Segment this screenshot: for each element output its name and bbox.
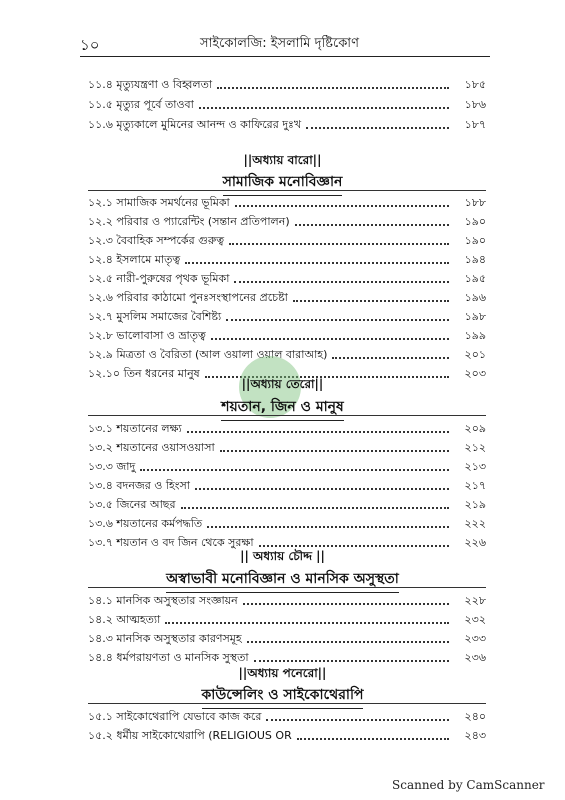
section-heading: শয়তান, জিন ও মানুষ <box>0 395 565 421</box>
toc-entry: ১১.৪ মৃত্যুযন্ত্রণা ও বিহ্বলতা ১৮৫ <box>88 78 486 91</box>
toc-entry: ১৪.১ মানসিক অসুস্থতার সংজ্ঞায়ন ২২৮ <box>88 594 486 607</box>
toc-entry: ১১.৬ মৃত্যুকালে মুমিনের আনন্দ ও কাফিরের দুঃখ ১৮৭ <box>88 118 486 131</box>
toc-entry: ১২.১ সামাজিক সমর্থনের ভূমিকা ১৮৮ <box>88 196 486 209</box>
toc-entry: ১২.২ পরিবার ও প্যারেন্টিং (সন্তান প্রতিপালন) ১৯০ <box>88 215 486 228</box>
toc-entry: ১৪.২ আত্মহত্যা ২৩২ <box>88 613 486 626</box>
toc-entry: ১২.৪ ইসলামে মাতৃত্ব ১৯৪ <box>88 253 486 266</box>
chapter-heading: || অধ্যায় চৌদ্দ || <box>240 549 325 563</box>
section-rule <box>88 190 486 191</box>
toc-entry: ১২.৭ মুসলিম সমাজের বৈশিষ্ট্য ১৯৮ <box>88 310 486 323</box>
toc-entry: ১৫.১ সাইকোথেরাপি যেভাবে কাজ করে ২৪০ <box>88 710 486 723</box>
toc-entry: ১২.৯ মিত্রতা ও বৈরিতা (আল ওয়ালা ওয়াল বারাআহ) ২০১ <box>88 348 486 361</box>
chapter-heading: ||অধ্যায় বারো|| <box>243 153 322 167</box>
section-heading: সামাজিক মনোবিজ্ঞান <box>0 170 565 196</box>
chapter-heading: ||অধ্যায় পনেরো|| <box>238 666 327 680</box>
toc-entry: ১৪.৩ মানসিক অসুস্থতার কারণসমূহ ২৩৩ <box>88 632 486 645</box>
toc-entry: ১৩.৫ জিনের আছর ২১৯ <box>88 498 486 511</box>
toc-entry: ১১.৫ মৃত্যুর পূর্বে তাওবা ১৮৬ <box>88 98 486 111</box>
toc-entry: ১৩.৩ জাদু ২১৩ <box>88 460 486 473</box>
toc-entry: ১২.১০ তিন ধরনের মানুষ ২০৩ <box>88 367 486 380</box>
section-heading: অস্বাভাবী মনোবিজ্ঞান ও মানসিক অসুস্থতা <box>0 567 565 593</box>
toc-entry: ১৩.৭ শয়তান ও বদ জিন থেকে সুরক্ষা ২২৬ <box>88 536 486 549</box>
section-rule <box>88 415 486 416</box>
toc-entry: ১৫.২ ধর্মীয় সাইকোথেরাপি (RELIGIOUS OR ২৪৩ <box>88 729 486 742</box>
page-header <box>0 34 565 54</box>
page-number: ১০ <box>80 36 100 54</box>
toc-entry: ১৩.৬ শয়তানের কর্মপদ্ধতি ২২২ <box>88 517 486 530</box>
chapter-heading: ||অধ্যায় তেরো|| <box>241 377 324 391</box>
section-rule <box>88 587 486 588</box>
toc-entry: ১৩.৪ বদনজর ও হিংসা ২১৭ <box>88 479 486 492</box>
toc-entry: ১২.৮ ভালোবাসা ও ভ্রাতৃত্ব ১৯৯ <box>88 329 486 342</box>
toc-entry: ১২.৫ নারী-পুরুষের পৃথক ভূমিকা ১৯৫ <box>88 272 486 285</box>
header-rule <box>80 56 490 57</box>
toc-entry: ১২.৩ বৈবাহিক সম্পর্কের গুরুত্ব ১৯০ <box>88 234 486 247</box>
section-rule <box>88 703 486 704</box>
running-title: সাইকোলজি: ইসলামি দৃষ্টিকোণ <box>200 36 359 51</box>
toc-entry: ১২.৬ পরিবার কাঠামো পুনঃসংস্থাপনের প্রচেষ্টা ১৯৬ <box>88 291 486 304</box>
toc-entry: ১৪.৪ ধর্মপরায়ণতা ও মানসিক সুস্থতা ২৩৬ <box>88 651 486 664</box>
section-heading: কাউন্সেলিং ও সাইকোথেরাপি <box>0 683 565 709</box>
toc-entry: ১৩.২ শয়তানের ওয়াসওয়াসা ২১২ <box>88 441 486 454</box>
toc-entry: ১৩.১ শয়তানের লক্ষ্য ২০৯ <box>88 422 486 435</box>
scanner-label: Scanned by CamScanner <box>392 778 545 792</box>
